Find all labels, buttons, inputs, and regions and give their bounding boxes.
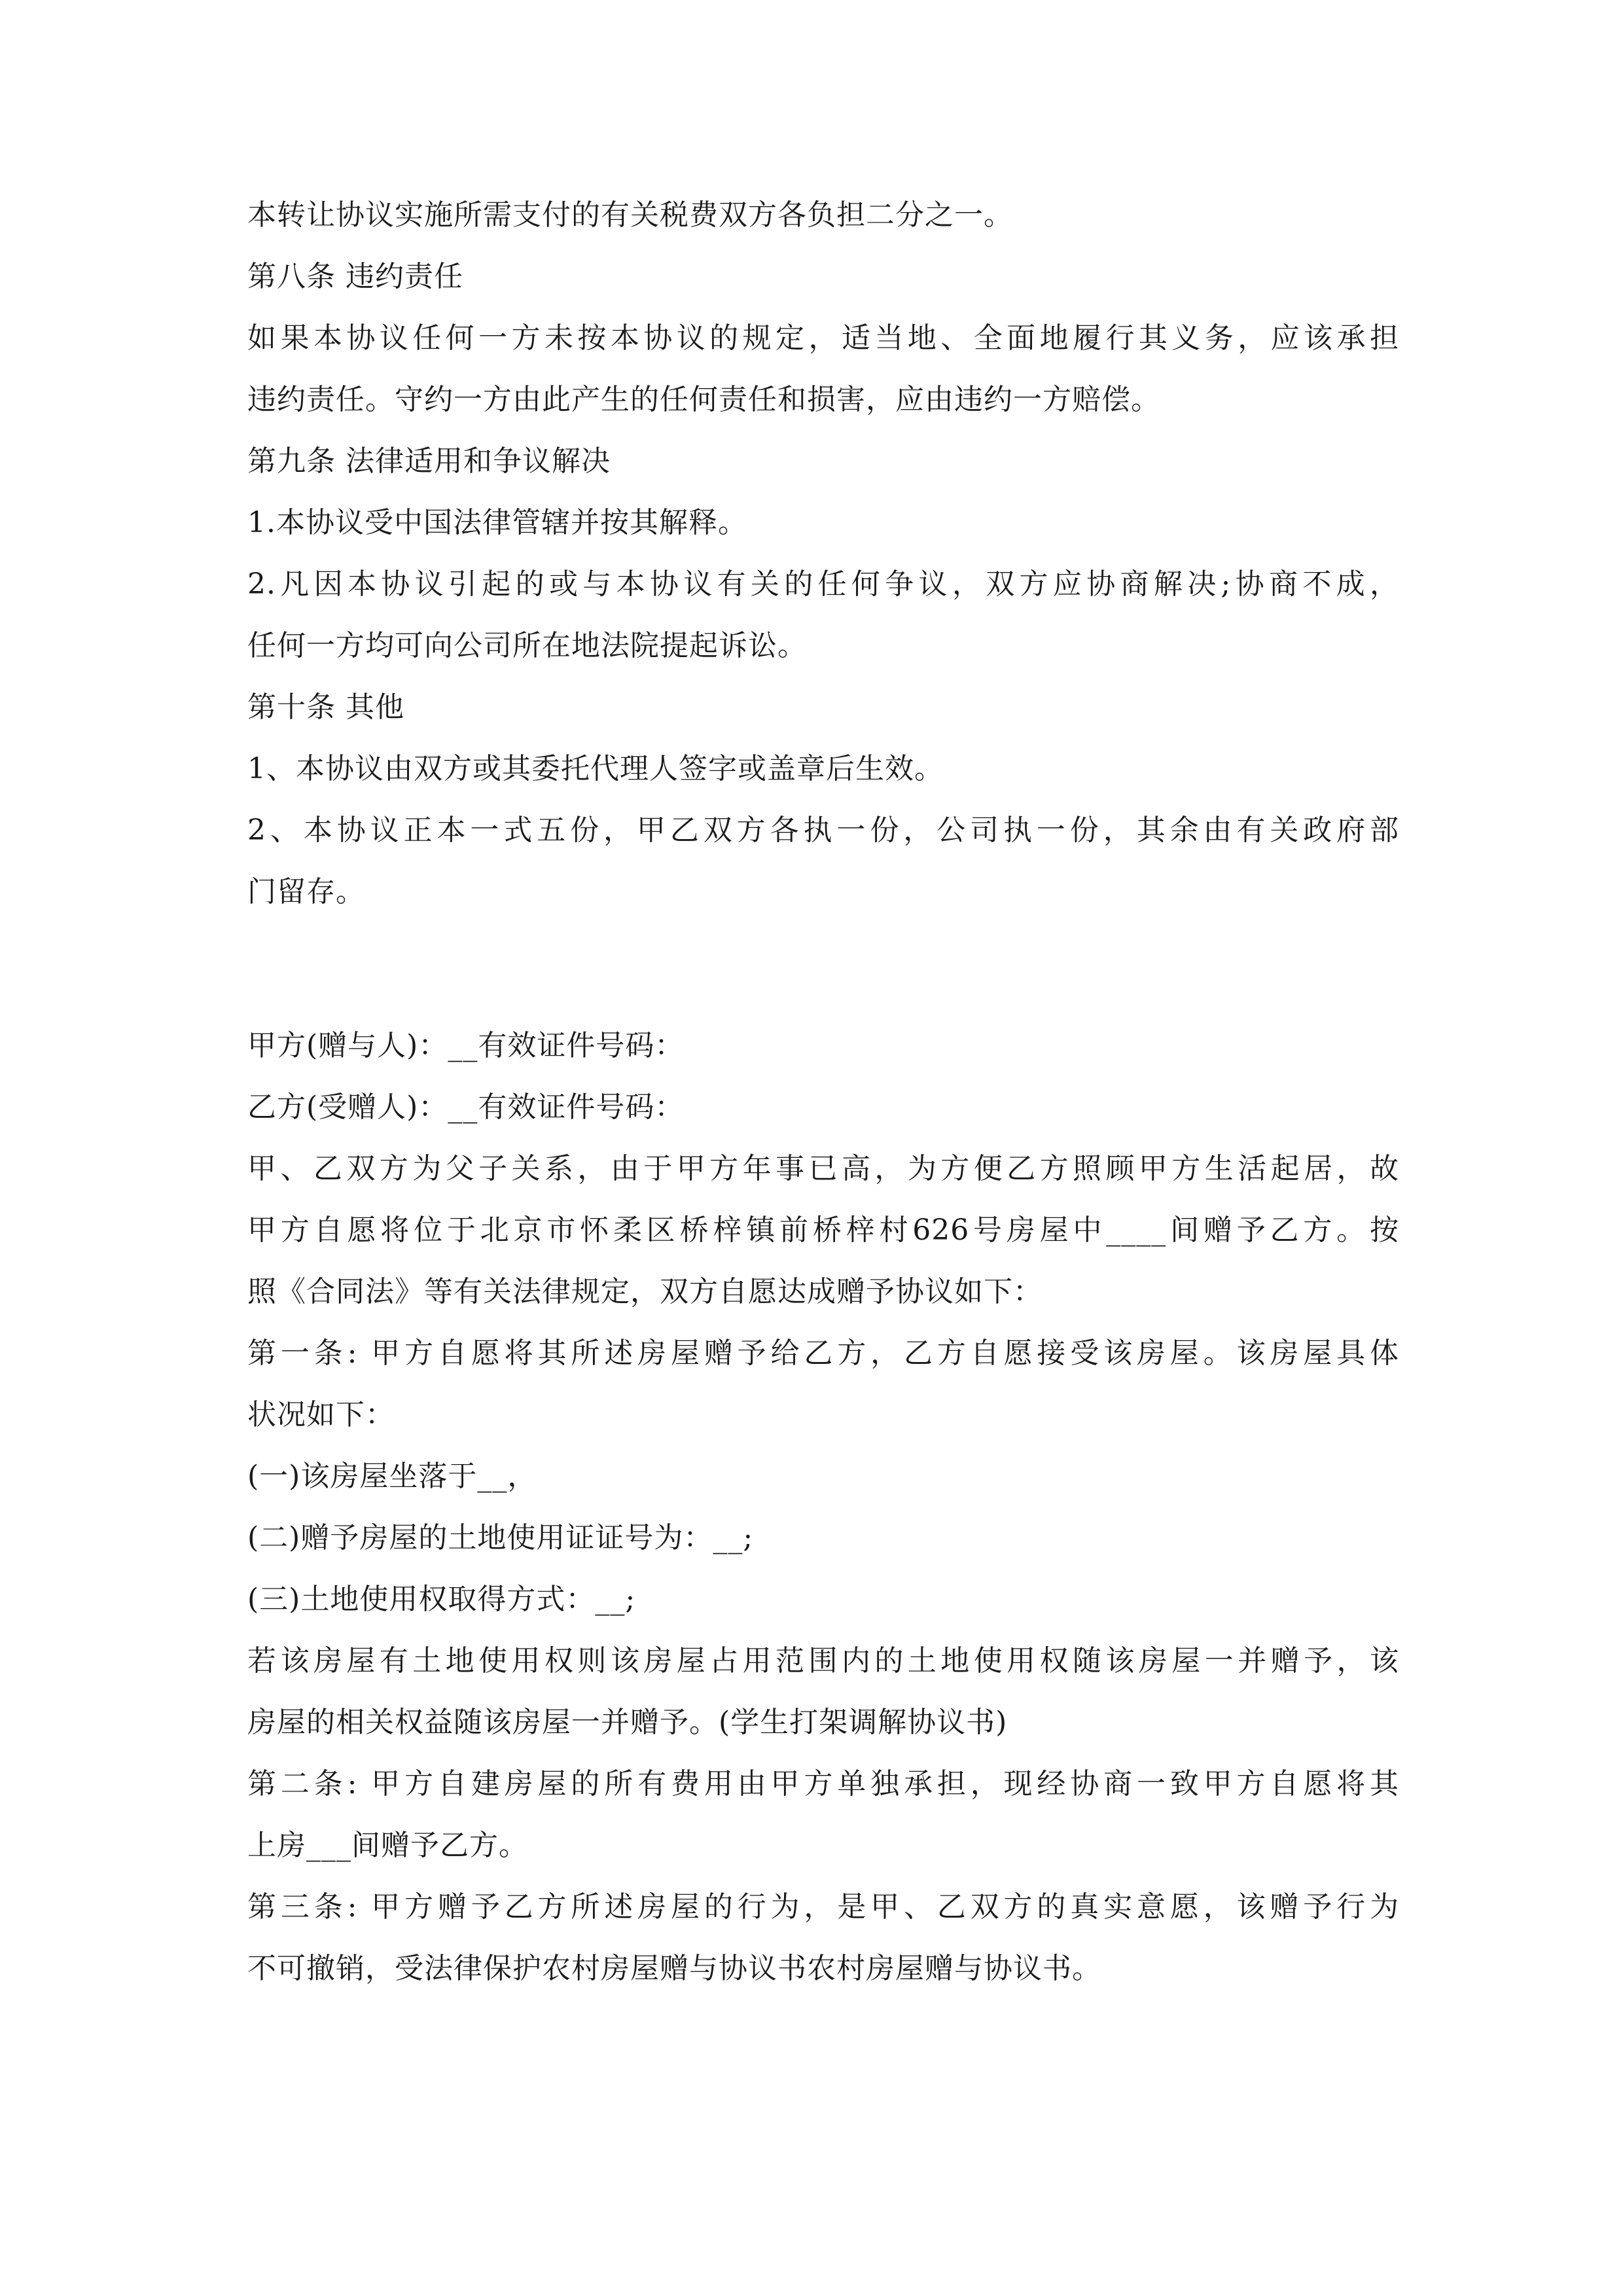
list-item: (一)该房屋坐落于__， xyxy=(247,1460,537,1493)
text-line: 上房___间赠予乙方。 xyxy=(247,1829,528,1862)
list-item: (三)土地使用权取得方式：__; xyxy=(247,1583,636,1616)
text-line: 违约责任。守约一方由此产生的任何责任和损害，应由违约一方赔偿。 xyxy=(247,383,1160,416)
text-line: 任何一方均可向公司所在地法院提起诉讼。 xyxy=(247,629,807,662)
text-line: 不可撤销，受法律保护农村房屋赠与协议书农村房屋赠与协议书。 xyxy=(247,1952,1101,1985)
text-line: 1.本协议受中国法律管辖并按其解释。 xyxy=(247,506,747,539)
article-3-line: 第三条: 甲方赠予乙方所述房屋的行为，是甲、乙双方的真实意愿，该赠予行为 xyxy=(247,1890,1399,1924)
party-a-line: 甲方(赠与人)：__有效证件号码： xyxy=(247,1029,685,1062)
section-heading-article-8: 第八条 违约责任 xyxy=(247,260,463,293)
text-line: 甲、乙双方为父子关系，由于甲方年事已高，为方便乙方照顾甲方生活起居，故 xyxy=(247,1152,1399,1185)
article-1-line: 第一条: 甲方自愿将其所述房屋赠予给乙方，乙方自愿接受该房屋。该房屋具体 xyxy=(247,1336,1399,1370)
article-2-line: 第二条: 甲方自建房屋的所有费用由甲方单独承担，现经协商一致甲方自愿将其 xyxy=(247,1767,1399,1801)
text-line: 2、本协议正本一式五份，甲乙双方各执一份，公司执一份，其余由有关政府部 xyxy=(247,814,1399,847)
text-line: 本转让协议实施所需支付的有关税费双方各负担二分之一。 xyxy=(247,198,1013,232)
text-line: 若该房屋有土地使用权则该房屋占用范围内的土地使用权随该房屋一并赠予，该 xyxy=(247,1644,1399,1677)
text-line: 甲方自愿将位于北京市怀柔区桥梓镇前桥梓村626号房屋中____间赠予乙方。按 xyxy=(247,1213,1399,1247)
text-line: 1、本协议由双方或其委托代理人签字或盖章后生效。 xyxy=(247,752,944,785)
document-body xyxy=(247,200,1399,2015)
party-b-line: 乙方(受赠人)：__有效证件号码： xyxy=(247,1090,685,1124)
text-line: 照《合同法》等有关法律规定，双方自愿达成赠予协议如下： xyxy=(247,1275,1043,1308)
text-line: 状况如下： xyxy=(247,1398,395,1431)
text-line: 房屋的相关权益随该房屋一并赠予。(学生打架调解协议书) xyxy=(247,1706,1008,1739)
paragraph-gap xyxy=(247,938,1399,1030)
text-line: 2.凡因本协议引起的或与本协议有关的任何争议，双方应协商解决;协商不成， xyxy=(247,567,1399,601)
text-line: 门留存。 xyxy=(247,875,365,908)
list-item: (二)赠予房屋的土地使用证证号为：__; xyxy=(247,1521,754,1554)
text-line: 如果本协议任何一方未按本协议的规定，适当地、全面地履行其义务，应该承担 xyxy=(247,321,1399,355)
section-heading-article-9: 第九条 法律适用和争议解决 xyxy=(247,444,611,478)
section-heading-article-10: 第十条 其他 xyxy=(247,691,404,724)
